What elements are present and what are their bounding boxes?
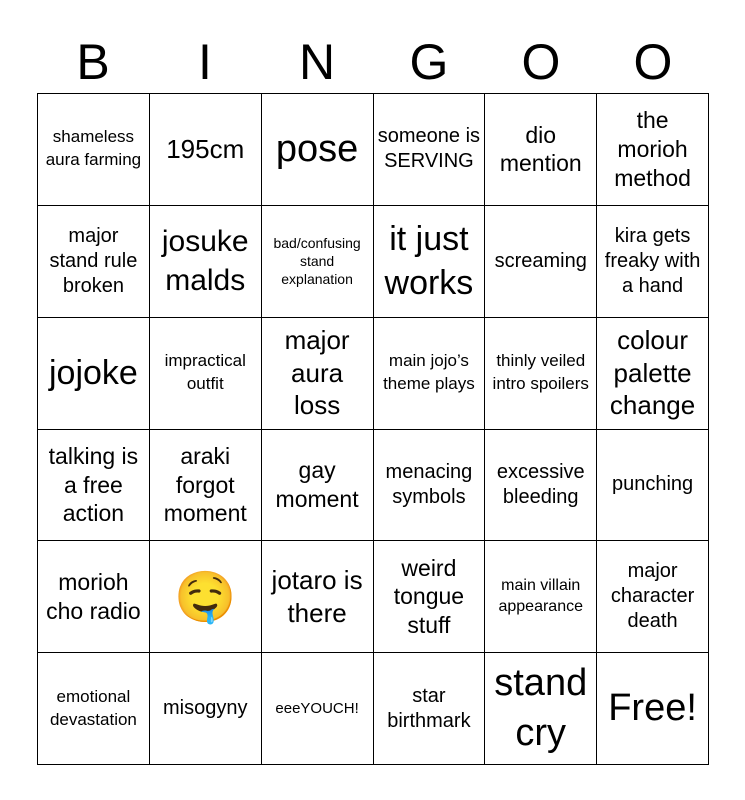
bingo-cell-r4c4[interactable]: main villain appearance	[485, 541, 597, 653]
bingo-cell-r1c2[interactable]: bad/confusing stand explanation	[262, 206, 374, 318]
bingo-cell-r5c2[interactable]: eeeYOUCH!	[262, 653, 374, 765]
bingo-cell-r1c5[interactable]: kira gets freaky with a hand	[597, 206, 709, 318]
header-letter-i: I	[198, 34, 212, 90]
bingo-cell-r3c3[interactable]: menacing symbols	[374, 430, 486, 542]
free-space[interactable]: Free!	[597, 653, 709, 765]
drooling-face-icon[interactable]: 🤤	[150, 541, 262, 653]
bingo-cell-r0c3[interactable]: someone is SERVING	[374, 94, 486, 206]
bingo-cell-r1c4[interactable]: screaming	[485, 206, 597, 318]
header-letter-o-2: O	[633, 34, 673, 90]
bingo-cell-r4c3[interactable]: weird tongue stuff	[374, 541, 486, 653]
bingo-cell-r2c5[interactable]: colour palette change	[597, 318, 709, 430]
bingo-cell-r3c4[interactable]: excessive bleeding	[485, 430, 597, 542]
bingo-cell-r2c4[interactable]: thinly veiled intro spoilers	[485, 318, 597, 430]
header-letter-o: O	[521, 34, 561, 90]
bingo-board	[37, 93, 709, 765]
bingo-cell-r0c2[interactable]: pose	[262, 94, 374, 206]
bingo-cell-r2c3[interactable]: main jojo’s theme plays	[374, 318, 486, 430]
bingo-cell-r5c4[interactable]: stand cry	[485, 653, 597, 765]
bingo-cell-r0c1[interactable]: 195cm	[150, 94, 262, 206]
header-letter-g: G	[409, 34, 449, 90]
bingo-cell-r3c0[interactable]: talking is a free action	[38, 430, 150, 542]
bingo-cell-r2c0[interactable]: jojoke	[38, 318, 150, 430]
bingo-cell-r4c5[interactable]: major character death	[597, 541, 709, 653]
bingo-cell-r2c1[interactable]: impractical outfit	[150, 318, 262, 430]
bingo-cell-r3c5[interactable]: punching	[597, 430, 709, 542]
bingo-cell-r0c0[interactable]: shameless aura farming	[38, 94, 150, 206]
header-letter-b: B	[76, 34, 110, 90]
bingo-cell-r5c0[interactable]: emotional devastation	[38, 653, 150, 765]
bingo-cell-r1c0[interactable]: major stand rule broken	[38, 206, 150, 318]
bingo-header	[37, 30, 709, 94]
bingo-cell-r5c3[interactable]: star birthmark	[374, 653, 486, 765]
bingo-cell-r2c2[interactable]: major aura loss	[262, 318, 374, 430]
bingo-cell-r3c2[interactable]: gay moment	[262, 430, 374, 542]
bingo-cell-r3c1[interactable]: araki forgot moment	[150, 430, 262, 542]
header-letter-n: N	[298, 34, 336, 90]
bingo-cell-r4c0[interactable]: morioh cho radio	[38, 541, 150, 653]
bingo-cell-r0c4[interactable]: dio mention	[485, 94, 597, 206]
bingo-cell-r0c5[interactable]: the morioh method	[597, 94, 709, 206]
bingo-cell-r1c3[interactable]: it just works	[374, 206, 486, 318]
bingo-cell-r4c2[interactable]: jotaro is there	[262, 541, 374, 653]
bingo-cell-r5c1[interactable]: misogyny	[150, 653, 262, 765]
bingo-cell-r1c1[interactable]: josuke malds	[150, 206, 262, 318]
